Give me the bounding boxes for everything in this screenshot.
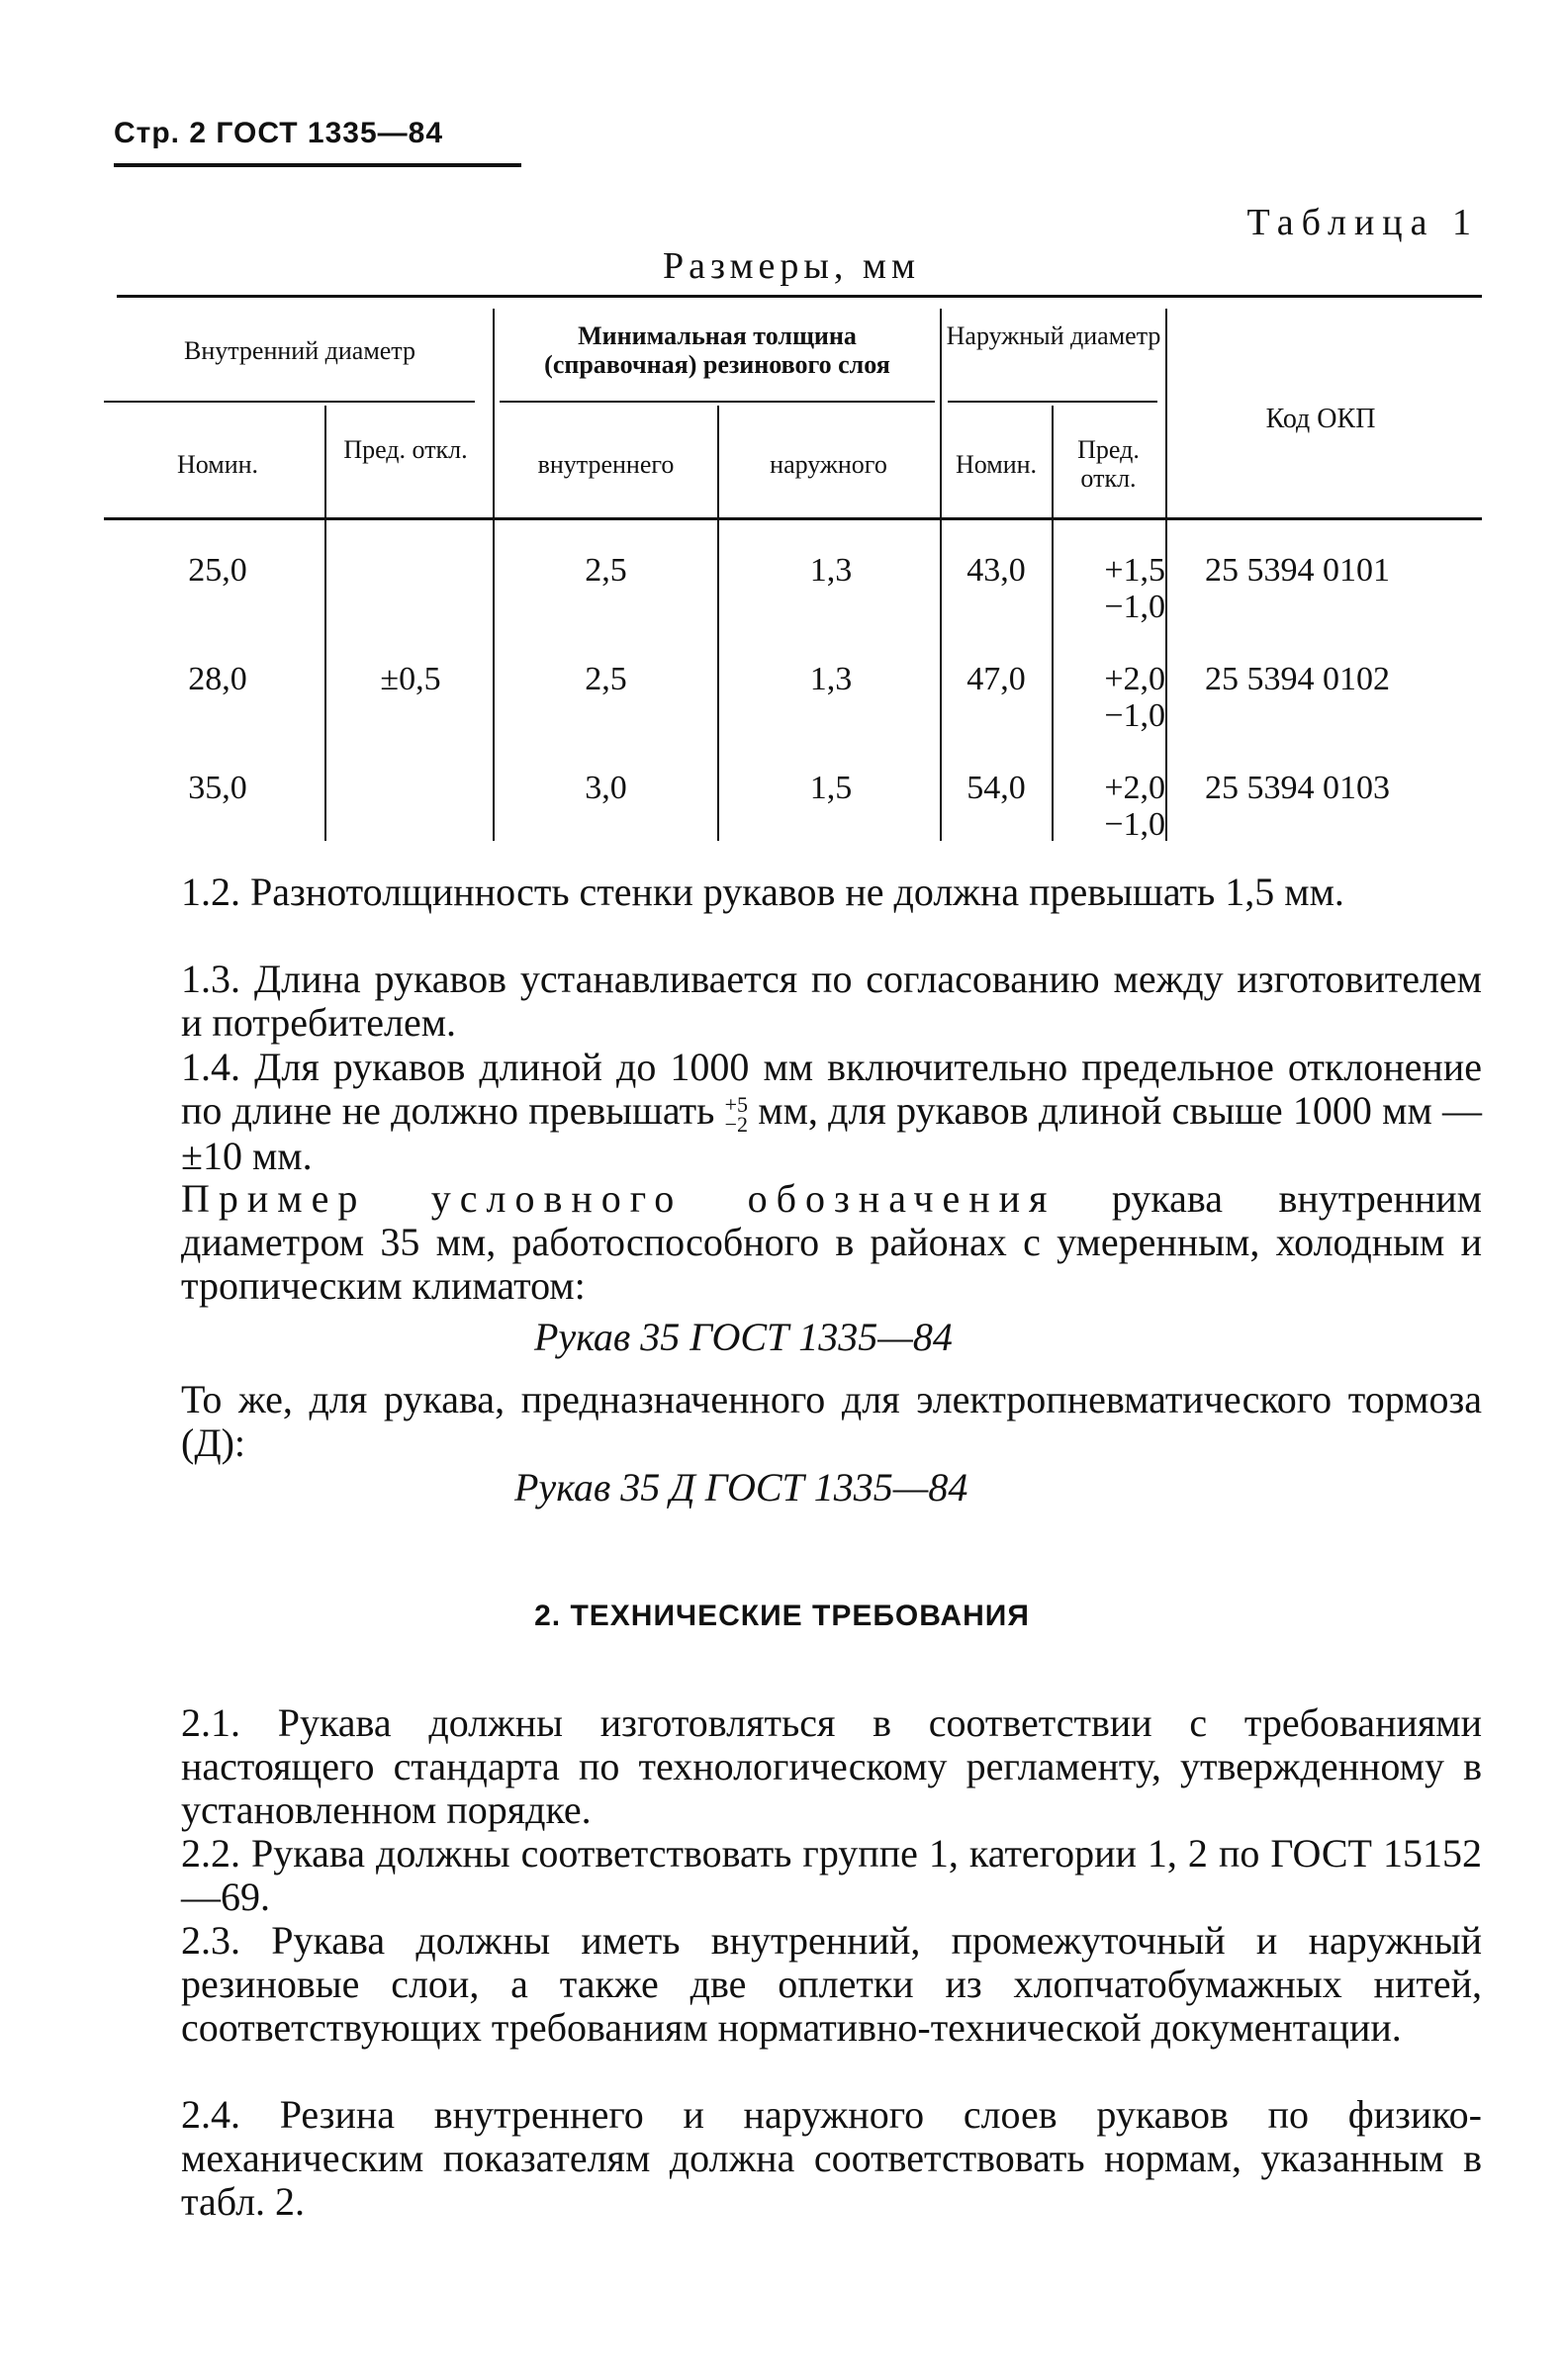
row1-tol-minus: −1,0: [1104, 589, 1165, 626]
section-2-title: 2. ТЕХНИЧЕСКИЕ ТРЕБОВАНИЯ: [534, 1600, 1030, 1632]
th-thickness-outer: наружного: [770, 450, 887, 479]
col-divider-3: [717, 406, 719, 841]
paragraph-1-2-text: 1.2. Разнотолщинность стенки рукавов не должна превышать 1,5 мм.: [181, 870, 1344, 914]
paragraph-2-3: [117, 1919, 1482, 2050]
paragraph-2-1: [117, 1701, 1482, 1832]
p14-tol-plus: +5: [724, 1091, 749, 1117]
paragraph-2-2: [117, 1832, 1482, 1919]
row1-thk-inner: 2,5: [585, 552, 627, 589]
row1-thk-outer: 1,3: [809, 552, 853, 589]
example-paragraph: [117, 1177, 1482, 1308]
table-top-rule: [117, 295, 1482, 298]
row1-outer-nominal: 43,0: [966, 552, 1026, 589]
th-outer-tolerance: Пред. откл.: [1077, 435, 1140, 494]
col-divider-1: [324, 406, 326, 841]
row2-thk-outer: 1,3: [809, 661, 853, 697]
header-rule: [114, 163, 521, 167]
row2-thk-inner: 2,5: [585, 661, 627, 697]
col-divider-2: [493, 309, 495, 841]
th-min-thickness: Минимальная толщина (справочная) резинового слоя: [544, 321, 890, 380]
th-outer-nominal: Номин.: [955, 450, 1038, 479]
paragraph-1-4-part-a: 1.4. Для рукавов длиной до 1000 мм включительно предельное отклонение по длине не должно превышать: [181, 1045, 1482, 1133]
example-lead: Пример условного обозначения: [181, 1176, 1057, 1221]
table-caption: Размеры, мм: [663, 245, 921, 287]
row1-okp: 25 5394 0101: [1205, 552, 1390, 589]
row3-tol-minus: −1,0: [1104, 806, 1165, 844]
th-tolerance: Пред. откл.: [343, 435, 468, 464]
paragraph-1-4-part-b: мм, для рукавов длиной свыше 1000 мм — ±10 мм.: [181, 1088, 1483, 1178]
th-inner-diameter: Внутренний диаметр: [184, 336, 415, 365]
shared-tolerance: ±0,5: [380, 661, 441, 697]
page-header: Стр. 2 ГОСТ 1335—84: [114, 117, 444, 149]
table-label: Таблица 1: [1246, 202, 1479, 243]
row3-thk-inner: 3,0: [585, 770, 627, 806]
same-for-text: То же, для рукава, предназначенного для электропневматического тормоза (Д):: [181, 1377, 1482, 1465]
row2-inner-nominal: 28,0: [188, 661, 247, 697]
row2-tol-plus: +2,0: [1104, 661, 1165, 697]
paragraph-2-3-text: 2.3. Рукава должны иметь внутренний, промежуточный и наружный резиновые слои, а также две оплетки из хлопчатобумажных нитей, соответствующих требованиям нормативно-технической документации.: [181, 1918, 1482, 2050]
row2-okp: 25 5394 0102: [1205, 661, 1390, 697]
paragraph-1-2: [117, 870, 1482, 914]
same-for-paragraph: [117, 1378, 1482, 1465]
paragraph-2-1-text: 2.1. Рукава должны изготовляться в соответствии с требованиями настоящего стандарта по технологическому регламенту, утвержденному в установленном порядке.: [181, 1700, 1482, 1832]
row3-okp: 25 5394 0103: [1205, 770, 1390, 806]
th-outer-diameter: Наружный диаметр: [946, 321, 1161, 350]
example-designation-2: Рукав 35 Д ГОСТ 1335—84: [514, 1465, 968, 1510]
paragraph-2-4: [117, 2093, 1482, 2224]
header-sub-rule-left: [104, 401, 475, 403]
row2-tol: [1057, 661, 1165, 735]
row1-tol-plus: +1,5: [1104, 552, 1165, 589]
th-thickness-inner: внутреннего: [537, 450, 675, 479]
paragraph-2-2-text: 2.2. Рукава должны соответствовать группе 1, категории 1, 2 по ГОСТ 15152—69.: [181, 1831, 1482, 1919]
paragraph-1-3-text: 1.3. Длина рукавов устанавливается по согласованию между изготовителем и потребителем.: [181, 957, 1482, 1045]
row1-tol: [1057, 552, 1165, 626]
example-rest: рукава внутренним диаметром 35 мм, работоспособного в районах с умеренным, холодным и тропическим климатом:: [181, 1176, 1482, 1308]
row3-tol-plus: +2,0: [1104, 770, 1165, 806]
header-sub-rule-right: [948, 401, 1157, 403]
p14-tol-minus: −2: [724, 1111, 749, 1137]
th-nominal: Номин.: [176, 450, 259, 479]
col-divider-5: [1052, 406, 1054, 841]
row2-tol-minus: −1,0: [1104, 697, 1165, 735]
row3-outer-nominal: 54,0: [966, 770, 1026, 806]
col-divider-6: [1165, 309, 1167, 841]
paragraph-1-4-text: [117, 1046, 1482, 1178]
row3-thk-outer: 1,5: [809, 770, 853, 806]
row2-outer-nominal: 47,0: [966, 661, 1026, 697]
paragraph-1-4: [117, 1046, 1482, 1178]
paragraph-1-3: [117, 958, 1482, 1045]
example-text: [117, 1177, 1482, 1308]
table-header-bottom-rule: [104, 517, 1482, 520]
example-designation-1: Рукав 35 ГОСТ 1335—84: [534, 1315, 953, 1359]
paragraph-2-4-text: 2.4. Резина внутреннего и наружного слоев рукавов по физико-механическим показателям должна соответствовать нормам, указанным в табл. 2.: [181, 2092, 1482, 2224]
header-sub-rule-mid: [500, 401, 935, 403]
row3-tol: [1057, 770, 1165, 844]
row3-inner-nominal: 35,0: [188, 770, 247, 806]
p14-tolerance: [724, 1091, 749, 1137]
row1-inner-nominal: 25,0: [188, 552, 247, 589]
th-okp: Код ОКП: [1265, 404, 1376, 434]
